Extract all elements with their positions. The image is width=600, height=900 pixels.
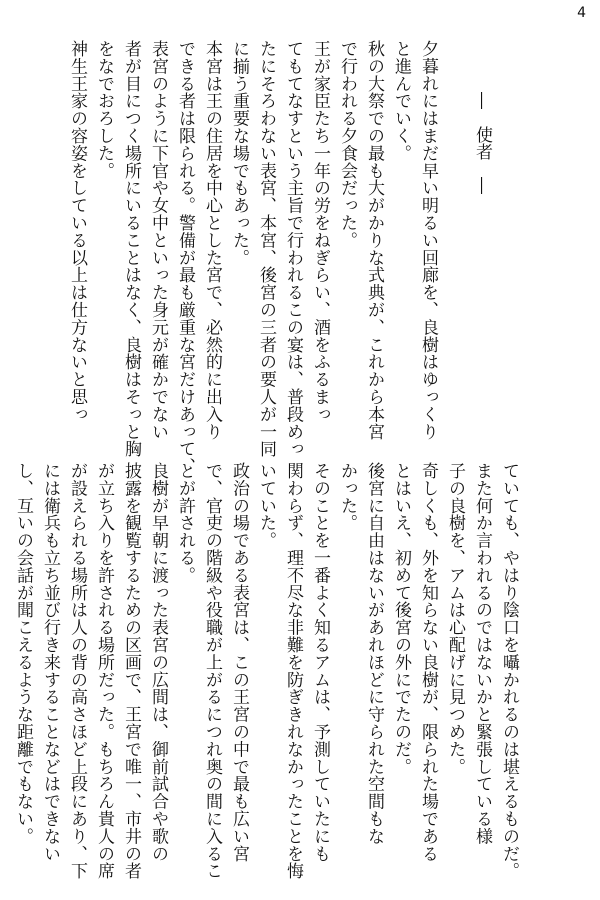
text-column: 政治の場である表宮は、この王宮の中で最も広い宮 bbox=[229, 462, 249, 863]
text-column: 関わらず、理不尽な非難を防ぎきれなかったことを悔 bbox=[283, 462, 303, 880]
text-column: をなでおろした。 bbox=[94, 40, 114, 180]
text-column: し、互いの会話が聞こえるような距離でもない。 bbox=[13, 462, 33, 845]
text-column: と進んでいく。 bbox=[391, 40, 411, 162]
text-column: で、官吏の階級や役職が上がるにつれ奥の間に入るこ bbox=[202, 462, 222, 880]
text-column: 後宮に自由はないがあれほどに守られた空間もな bbox=[364, 462, 384, 845]
text-column: 奇しくも、外を知らない良樹が、限られた場である bbox=[418, 462, 438, 863]
text-column: とはいえ、初めて後宮の外にでたのだ。 bbox=[391, 462, 411, 776]
page-number: 4 bbox=[577, 5, 586, 21]
text-column: 者が目につく場所にいることはなく、良樹はそっと胸 bbox=[121, 40, 141, 458]
text-column: 王が家臣たち一年の労をねぎらい、酒をふるまっ bbox=[310, 40, 330, 423]
text-column: が立ち入りを許される場所だった。もちろん貴人の席 bbox=[94, 462, 114, 880]
text-column: できる者は限られる。警備が最も厳重な宮だけあって、 bbox=[175, 40, 195, 475]
text-column: に揃う重要な場でもあった。 bbox=[229, 40, 249, 267]
chapter-title: ― 使者 ― bbox=[472, 92, 492, 194]
text-column: が設えられる場所は人の背の高さほど上段にあり、下 bbox=[67, 462, 87, 880]
text-column: 神生王家の容姿をしている以上は仕方ないと思っ bbox=[67, 40, 87, 423]
text-column: ていても、やはり陰口を囁かれるのは堪えるものだ。 bbox=[499, 462, 519, 880]
text-column: 良樹が早朝に渡った表宮の広間は、御前試合や歌の bbox=[148, 462, 168, 863]
text-column: そのことを一番よく知るアムは、予測していたにも bbox=[310, 462, 330, 863]
text-column: 夕暮れにはまだ早い明るい回廊を、良樹はゆっくり bbox=[418, 40, 438, 441]
column-spacer bbox=[441, 40, 468, 440]
text-column: いていた。 bbox=[256, 462, 276, 549]
text-column: には衛兵も立ち並び行き来することなどはできない bbox=[40, 462, 60, 863]
top-text-block bbox=[63, 40, 522, 475]
text-column: てもてなすという主旨で行われるこの宴は、普段めっ bbox=[283, 40, 303, 458]
text-column: かった。 bbox=[337, 462, 357, 532]
text-column: 披露を観覧するための区画で、王宮で唯一、市井の者 bbox=[121, 462, 141, 880]
text-column: 本宮は王の住居を中心とした宮で、必然的に出入り bbox=[202, 40, 222, 441]
text-column: で行われる夕食会だった。 bbox=[337, 40, 357, 249]
text-column: 表宮のように下官や女中といった身元が確かでない bbox=[148, 40, 168, 441]
text-column: とが許される。 bbox=[175, 462, 195, 584]
column-spacer bbox=[495, 40, 522, 440]
text-column: また何か言われるのではないかと緊張している様 bbox=[472, 462, 492, 845]
text-column: たにそろわない表宮、本宮、後宮の三者の要人が一同 bbox=[256, 40, 276, 458]
text-column: 秋の大祭での最も大がかりな式典が、これから本宮 bbox=[364, 40, 384, 441]
text-column: 子の良樹を、アムは心配げに見つめた。 bbox=[445, 462, 465, 776]
bottom-text-block bbox=[9, 462, 522, 882]
